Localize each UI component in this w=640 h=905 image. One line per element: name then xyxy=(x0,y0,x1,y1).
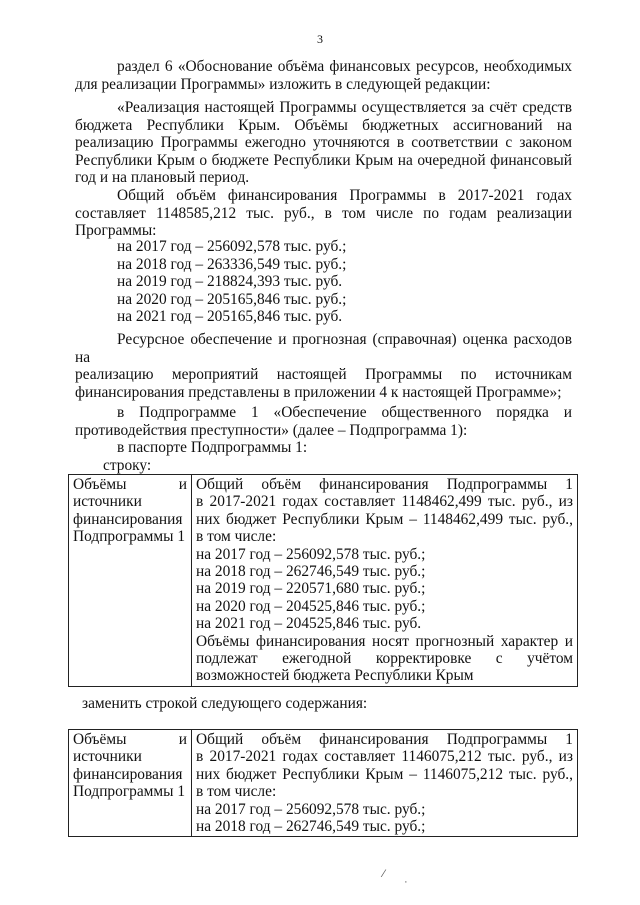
content-line: Общий объём финансирования Подпрограммы 1 xyxy=(196,476,573,493)
total-paragraph xyxy=(75,187,572,240)
table-row xyxy=(69,475,578,687)
content-line: в том числе: xyxy=(196,528,277,546)
content-line: подлежат ежегодной корректировке с учётом xyxy=(196,650,573,668)
subprogram-line: противодействия преступности» (далее – Подпрограмма 1): xyxy=(75,421,468,439)
label-line: Объёмы и xyxy=(73,731,187,748)
dot-mark: · xyxy=(404,876,408,888)
resource-paragraph xyxy=(75,331,572,401)
subprogram-paragraph xyxy=(75,404,572,439)
table-content-cell xyxy=(192,475,578,687)
content-line: Объёмы финансирования носят прогнозный характер и xyxy=(196,632,573,650)
intro-line: для реализации Программы» изложить в следующей редакции: xyxy=(75,75,491,93)
label-line: источники xyxy=(73,493,142,511)
year-item: на 2019 год – 218824,393 тыс. руб. xyxy=(117,273,343,290)
content-line: них бюджет Республики Крым – 1148462,499 тыс. руб., xyxy=(196,510,573,528)
page-number: 3 xyxy=(317,32,323,46)
label-line: финансирования xyxy=(73,765,183,783)
replace-line: заменить строкой следующего содержания: xyxy=(82,695,368,712)
resource-line: финансирования представлены в приложении 4 к настоящей Программе»; xyxy=(75,383,562,401)
year-item: на 2020 год – 205165,846 тыс. руб.; xyxy=(117,290,347,308)
label-line: Подпрограммы 1 xyxy=(73,783,186,801)
table-label-cell xyxy=(69,730,192,837)
label-line: Подпрограммы 1 xyxy=(73,528,186,546)
label-line: финансирования xyxy=(73,510,183,528)
intro-line: раздел 6 «Обоснование объёма финансовых ресурсов, необходимых xyxy=(117,58,572,75)
passport-line-block xyxy=(75,439,572,474)
quote-line: бюджета Республики Крым. Объёмы бюджетных ассигнований на xyxy=(75,116,572,134)
row-word: строку: xyxy=(103,456,152,474)
total-line: Общий объём финансирования Программы в 2017-2021 годах xyxy=(117,187,572,204)
content-line: на 2021 год – 204525,846 тыс. руб. xyxy=(196,615,422,633)
content-line: на 2017 год – 256092,578 тыс. руб.; xyxy=(196,800,426,818)
year-item: на 2018 год – 263336,549 тыс. руб.; xyxy=(117,255,347,273)
table-label-cell xyxy=(69,475,192,687)
quote-line: Республики Крым о бюджете Республики Крым на очередной финансовый xyxy=(75,151,572,169)
label-line: источники xyxy=(73,748,142,766)
years-list xyxy=(75,238,572,326)
content-line: возможностей бюджета Республики Крым xyxy=(196,667,474,685)
quote-paragraph xyxy=(75,99,572,187)
content-line: Общий объём финансирования Подпрограммы 1 xyxy=(196,731,573,748)
table-row xyxy=(69,730,578,837)
total-line: составляет 1148585,212 тыс. руб., в том числе по годам реализации xyxy=(75,204,572,222)
intro-paragraph xyxy=(75,58,572,93)
table-content-cell xyxy=(192,730,578,837)
content-line: в 2017-2021 годах составляет 1146075,212 тыс. руб., из xyxy=(196,748,573,766)
content-line: на 2018 год – 262746,549 тыс. руб.; xyxy=(196,818,426,836)
year-item: на 2021 год – 205165,846 тыс. руб. xyxy=(117,308,343,325)
year-item: на 2017 год – 256092,578 тыс. руб.; xyxy=(117,238,347,255)
content-line: на 2020 год – 204525,846 тыс. руб.; xyxy=(196,597,426,615)
content-line: на 2019 год – 220571,680 тыс. руб.; xyxy=(196,580,426,598)
new-spec-table xyxy=(68,729,578,837)
content-line: в 2017-2021 годах составляет 1148462,499 тыс. руб., из xyxy=(196,493,573,511)
content-line: в том числе: xyxy=(196,783,277,801)
content-line: на 2017 год – 256092,578 тыс. руб.; xyxy=(196,545,426,563)
replace-line-block xyxy=(82,695,579,713)
resource-line: реализацию мероприятий настоящей Программы по источникам xyxy=(75,366,572,383)
quote-line: реализацию Программы ежегодно уточняются в соответствии с законом xyxy=(75,134,572,151)
label-line: Объёмы и xyxy=(73,476,187,493)
old-spec-table xyxy=(68,474,578,687)
passport-line: в паспорте Подпрограммы 1: xyxy=(117,439,308,456)
content-line: них бюджет Республики Крым – 1146075,212 тыс. руб., xyxy=(196,765,573,783)
pen-mark: ⁄ xyxy=(383,868,385,880)
quote-line: год и на плановый период. xyxy=(75,169,250,186)
total-line: Программы: xyxy=(75,222,157,239)
content-line: на 2018 год – 262746,549 тыс. руб.; xyxy=(196,563,426,581)
resource-line: Ресурсное обеспечение и прогнозная (справочная) оценка расходов на xyxy=(75,331,572,366)
subprogram-line: в Подпрограмме 1 «Обеспечение общественного порядка и xyxy=(117,404,572,421)
quote-line: «Реализация настоящей Программы осуществляется за счёт средств xyxy=(117,99,572,116)
